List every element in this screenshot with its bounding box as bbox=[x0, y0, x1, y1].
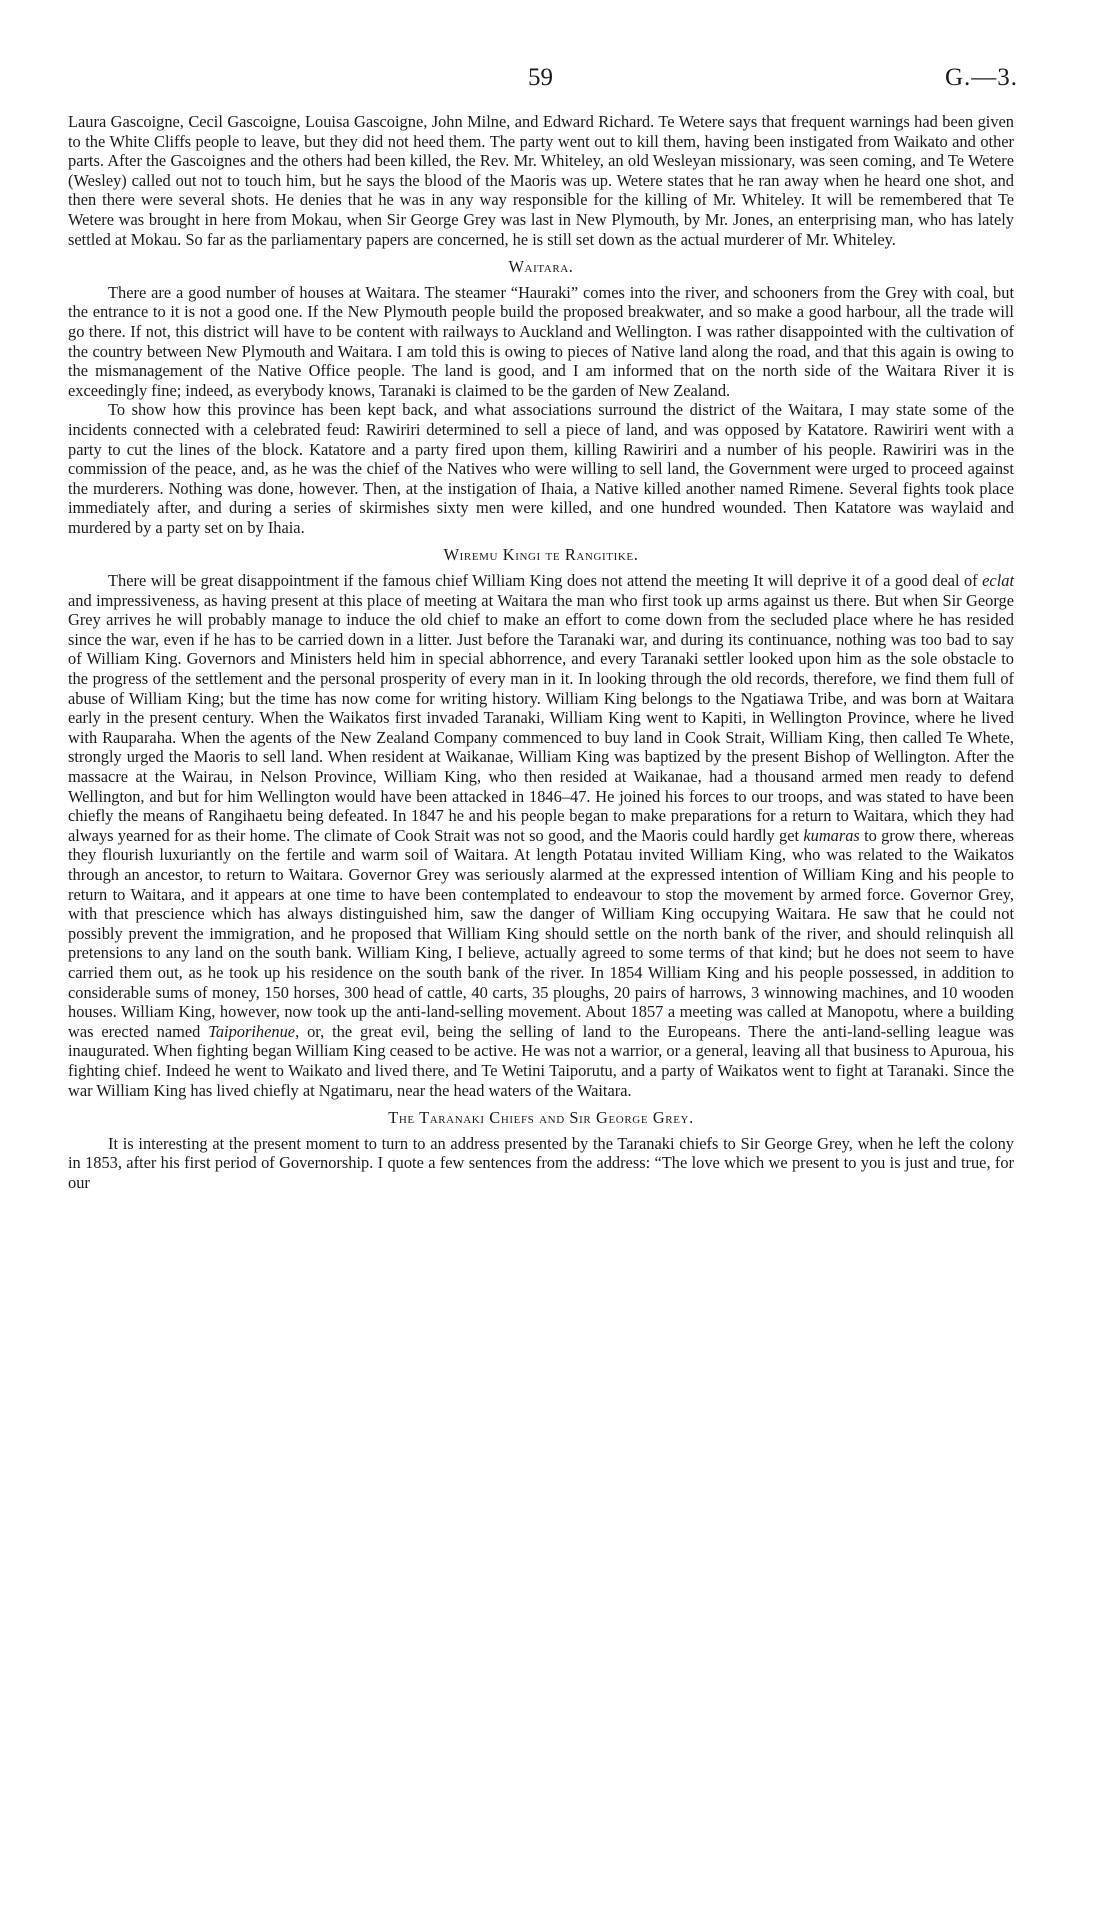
article-body bbox=[68, 112, 1014, 1192]
text-run: and impressiveness, as having present at this place of meeting at Waitara the man who first took up arms against us there. But when Sir George Grey arrives he will probably manage to induce the old chief to make an effort to come down from the secluded place where he has resided since the war, even if he has to be carried down in a litter. Just before the Taranaki war, and during its continuance, nothing was too bad to say of William King. Governors and Ministers held him in special abhorrence, and every Taranaki settler looked upon him as the sole obstacle to the progress of the settlement and the personal prosperity of every man in it. In looking through the old records, therefore, we find them full of abuse of William King; but the time has now come for writing history. William King belongs to the Ngatiawa Tribe, and was born at Waitara early in the present century. When the Waikatos first invaded Taranaki, William King went to Kapiti, in Wellington Province, where he lived with Rauparaha. When the agents of the New Zealand Company commenced to buy land in Cook Strait, William King, then called Te Whete, strongly urged the Maoris to sell land. When resident at Waikanae, William King was baptized by the present Bishop of Wellington. After the massacre at the Wairau, in Nelson Province, William King, who then resided at Waikanae, had a thousand armed men ready to defend Wellington, and but for him Wellington would have been attacked in 1846–47. He joined his forces to our troops, and was stated to have been chiefly the means of Rangihaetu being defeated. In 1847 he and his people began to make preparations for a return to Waitara, which they had always yearned for as their home. The climate of Cook Strait was not so good, and the Maoris could hardly get bbox=[68, 590, 1014, 845]
text-run: It is interesting at the present moment to turn to an address presented by the Taranaki chiefs to Sir George Grey, when he left the colony in 1853, after his first period of Governorship. I quote a few sentences from the address: “The love which we present to you is just and true, for our bbox=[68, 1133, 1014, 1192]
italic-text: kumaras bbox=[803, 825, 860, 845]
document-code: G.—3. bbox=[944, 64, 1018, 91]
text-run: , or, the great evil, being the selling of land to the Europeans. There the anti-land-selling league was inaugurated. When fighting began William King ceased to be active. He was not a warrior, or a general, leaving all that business to Apuroua, his fighting chief. Indeed he went to Waikato and lived there, and Te Wetini Taiporutu, and a party of Waikatos went to fight at Taranaki. Since the war William King has lived chiefly at Ngatimaru, near the head waters of the Waitara. bbox=[68, 1021, 1014, 1100]
page-number: 59 bbox=[528, 64, 553, 91]
page-header bbox=[0, 64, 1114, 104]
text-run: There will be great disappointment if the famous chief William King does not attend the meeting It will deprive it of a good deal of bbox=[108, 571, 983, 591]
text-run: to grow there, whereas they flourish luxuriantly on the fertile and warm soil of Waitara. At length Potatau invited William King, who was related to the Waikatos through an ancestor, to return to Waitara. Governor Grey was seriously alarmed at the expressed intention of William King and his people to return to Waitara, and it appears at one time to have been contemplated to endeavour to stop the movement by armed force. Governor Grey, with that prescience which has always distinguished him, saw the danger of William King occupying Waitara. He saw that he could not possibly prevent the immigration, and he proposed that William King should settle on the north bank of the river, and should relinquish all pretensions to any land on the south bank. William King, I believe, actually agreed to some terms of that kind; but he does not seem to have carried them out, as he took up his residence on the south bank of the river. In 1854 William King and his people possessed, in addition to considerable sums of money, 150 horses, 300 head of cattle, 40 carts, 35 ploughs, 20 pairs of harrows, 3 winnowing machines, and 10 wooden houses. William King, however, now took up the anti-land-selling movement. About 1857 a meeting was called at Manopotu, where a building was erected named bbox=[68, 825, 1014, 1041]
text-run: There are a good number of houses at Waitara. The steamer “Hauraki” comes into the river, and schooners from the Grey with coal, but the entrance to it is not a good one. If the New Plymouth people build the proposed breakwater, and so make a good harbour, all the trade will go there. If not, this district will have to be content with railways to Auckland and Wellington. I was rather disappointed with the cultivation of the country between New Plymouth and Waitara. I am told this is owing to pieces of Native land along the road, and that this again is owing to the mismanagement of the Native Office people. The land is good, and I am informed that on the north side of the Waitara River it is exceedingly fine; indeed, as everybody knows, Taranaki is claimed to be the garden of New Zealand. bbox=[68, 282, 1014, 400]
italic-text: eclat bbox=[982, 571, 1014, 591]
italic-text: Taiporihenue bbox=[208, 1021, 296, 1041]
text-run: Laura Gascoigne, Cecil Gascoigne, Louisa Gascoigne, John Milne, and Edward Richard. Te Wetere says that frequent warnings had been given to the White Cliffs people to leave, but they did not heed them. The party went out to kill them, having been instigated from Waikato and other parts. After the Gascoignes and the others had been killed, the Rev. Mr. Whiteley, an old Wesleyan missionary, was seen coming, and Te Wetere (Wesley) called out not to touch him, but he says the blood of the Maoris was up. Wetere states that he ran away when he heard one shot, and then there were several shots. He denies that he was in any way responsible for the killing of Mr. Whiteley. It will be remembered that Te Wetere was brought in here from Mokau, when Sir George Grey was last in New Plymouth, by Mr. Jones, an enterprising man, who has lately settled at Mokau. So far as the parliamentary papers are concerned, he is still set down as the actual murderer of Mr. Whiteley. bbox=[68, 112, 1014, 249]
section-heading: Wiremu Kingi te Rangitike. bbox=[443, 545, 639, 565]
section-heading: The Taranaki Chiefs and Sir George Grey. bbox=[388, 1108, 694, 1128]
paragraph bbox=[68, 283, 1014, 401]
paragraph bbox=[68, 1134, 1014, 1193]
section-heading: Waitara. bbox=[508, 257, 574, 277]
text-run: To show how this province has been kept back, and what associations surround the district of the Waitara, I may state some of the incidents connected with a celebrated feud: Rawiriri determined to sell a piece of land, and was opposed by Katatore. Rawiriri went with a party to cut the lines of the block. Katatore and a party fired upon them, killing Rawiriri and a number of his people. Rawiriri was in the commission of the peace, and, as he was the chief of the Natives who were willing to sell land, the Government were urged to proceed against the murderers. Nothing was done, however. Then, at the instigation of Ihaia, a Native killed another named Rimene. Several fights took place immediately after, and during a series of skirmishes sixty men were killed, and one hundred wounded. Then Katatore was waylaid and murdered by a party set on by Ihaia. bbox=[68, 400, 1014, 537]
paragraph bbox=[68, 571, 1014, 1100]
paragraph bbox=[68, 112, 1014, 249]
paragraph bbox=[68, 400, 1014, 537]
